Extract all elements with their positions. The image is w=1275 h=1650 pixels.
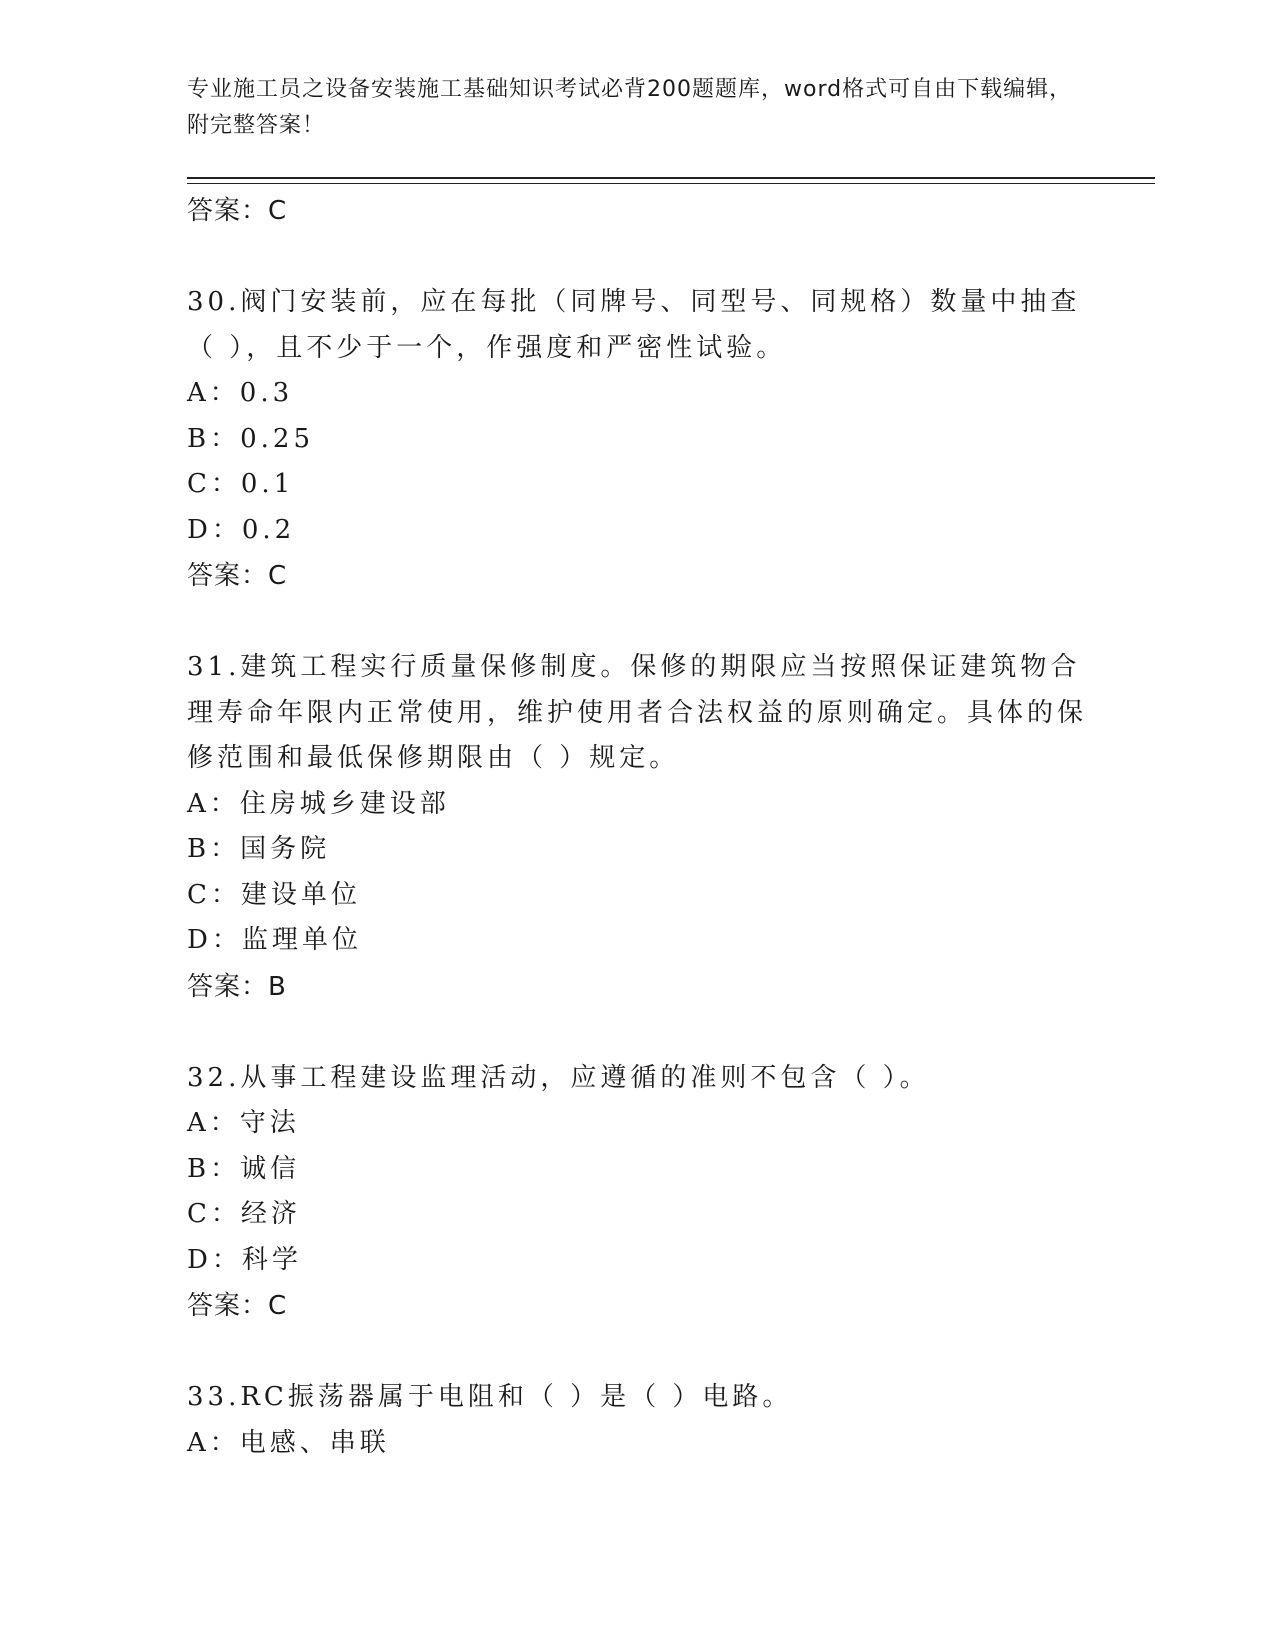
question-text: 30.阀门安装前，应在每批（同牌号、同型号、同规格）数量中抽查（ ），且不少于一个，作强度和严密性试验。 bbox=[187, 287, 1081, 363]
option-d: D：科学 bbox=[187, 1244, 302, 1275]
question-33 bbox=[187, 1375, 1087, 1466]
question-text: 33.RC振荡器属于电阻和（ ）是（ ）电路。 bbox=[187, 1382, 793, 1412]
question-30 bbox=[187, 280, 1087, 599]
answer-line: 答案：C bbox=[187, 196, 288, 226]
option-a: A：0.3 bbox=[187, 378, 294, 408]
option-d: D：监理单位 bbox=[187, 925, 362, 955]
option-a: A：住房城乡建设部 bbox=[187, 788, 450, 819]
option-b: B：0.25 bbox=[187, 423, 314, 454]
answer-line: 答案：C bbox=[187, 1291, 288, 1321]
question-text: 32.从事工程建设监理活动，应遵循的准则不包含（ ）。 bbox=[187, 1062, 930, 1093]
option-c: C：建设单位 bbox=[187, 879, 361, 910]
option-c: C：经济 bbox=[187, 1199, 301, 1229]
option-c: C：0.1 bbox=[187, 469, 295, 499]
option-b: B：国务院 bbox=[187, 834, 331, 864]
question-text: 31.建筑工程实行质量保修制度。保修的期限应当按照保证建筑物合理寿命年限内正常使用，维护使用者合法权益的原则确定。具体的保修范围和最低保修期限由（ ）规定。 bbox=[187, 652, 1088, 773]
option-a: A：守法 bbox=[187, 1108, 300, 1138]
option-d: D：0.2 bbox=[187, 514, 296, 545]
answer-line: 答案：B bbox=[187, 971, 287, 1002]
document-header: 专业施工员之设备安装施工基础知识考试必背200题题库，word格式可自由下载编辑，附完整答案！ bbox=[187, 77, 1073, 138]
header-divider bbox=[187, 177, 1155, 179]
header-divider-thin bbox=[187, 183, 1155, 184]
answer-line: 答案：C bbox=[187, 561, 288, 591]
question-31 bbox=[187, 645, 1087, 1010]
question-list bbox=[187, 188, 1087, 1466]
option-b: B：诚信 bbox=[187, 1153, 301, 1184]
question-32 bbox=[187, 1056, 1087, 1330]
option-a: A：电感、串联 bbox=[187, 1427, 390, 1458]
